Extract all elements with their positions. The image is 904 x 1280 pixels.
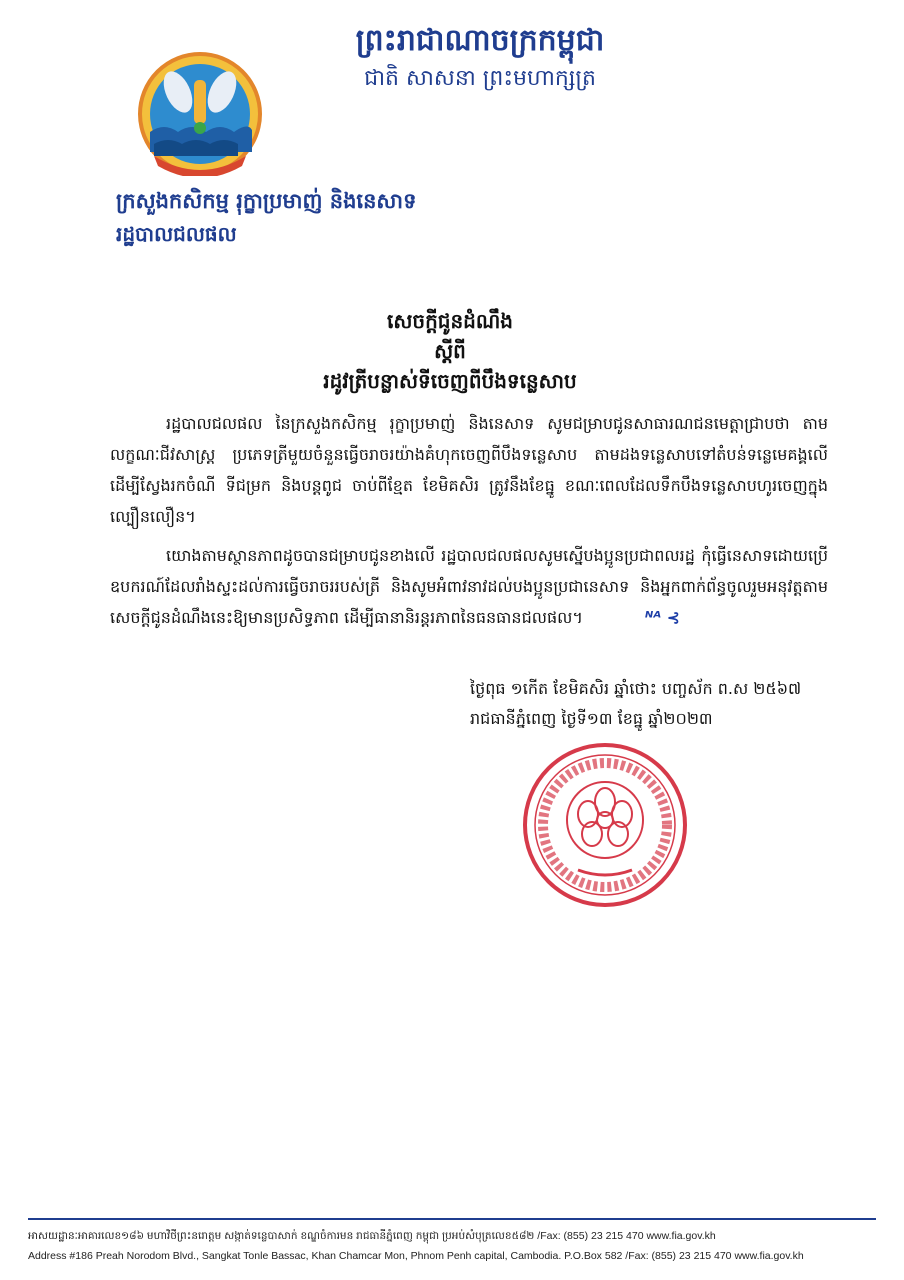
body-paragraph-1: រដ្ឋបាលជលផល នៃក្រសួងកសិកម្ម រុក្ខាប្រមាញ់ និងនេសាទ សូមជម្រាបជូនសាធារណជនមេត្តាជ្រាបថា តាមលក្ខណៈជីវសាស្ត្រ ប្រភេទត្រីមួយចំនួនធ្វើចរាចរយ៉ាងគំហុកចេញពីបឹងទន្លេសាប តាមដងទន្លេសាបទៅតំបន់ទន្លេមេគង្គលើ ដើម្បីស្វែងរកចំណី ទីជម្រក និងបន្តពូជ ចាប់ពីខែ្មត ខែមិគសិរ ត្រូវនឹងខែធ្នូ ខណៈពេលដែលទឹកបឹងទន្លេសាបហូរចេញក្នុងល្បឿនលឿន។ xyxy=(110,414,828,526)
official-stamp-icon xyxy=(516,740,694,910)
lunar-date: ថ្ងៃពុធ ១កើត ខែមិគសិរ ឆ្នាំថោះ បញ្ចស័ក ព.ស ២៥៦៧ xyxy=(470,679,802,698)
body-paragraph-2 xyxy=(110,540,828,633)
body-paragraph-2-text: យោងតាមស្ថានភាពដូចបានជម្រាបជូនខាងលើ រដ្ឋបាលជលផលសូមស្នើបងប្អូនប្រជាពលរដ្ឋ កុំធ្វើនេសាទដោយប្រើឧបករណ៍ដែលរាំងស្ទះដល់ការធ្វើចរាចររបស់ត្រី និងសូមអំពាវនាវដល់បងប្អូនប្រជានេសាទ និងអ្នកពាក់ព័ន្ធចូលរួមអនុវត្តតាមសេចក្តីជូនដំណឹងនេះឱ្យមានប្រសិទ្ធភាព ដើម្បីធានានិរន្តរភាពនៃធនធានជលផល។ xyxy=(110,546,828,627)
date-block xyxy=(470,674,850,734)
footer-address-khmer: អាសយដ្ឋានៈអាគារលេខ១៨៦ មហាវិថីព្រះនរោត្តម សង្កាត់ទន្លេបាសាក់ ខណ្ឌចំការមន រាជធានីភ្នំពេញ កម្ពុជា ប្រអប់សំបុត្រលេខ៥៨២ /Fax: (855) 23 215 470 www.fia.gov.kh xyxy=(28,1230,716,1242)
notice-title-line1: សេចក្តីជូនដំណឹង xyxy=(387,309,513,333)
ministry-name: ក្រសួងកសិកម្ម រុក្ខាប្រមាញ់ និងនេសាទ xyxy=(116,189,417,213)
notice-title xyxy=(230,306,670,396)
initials-mark: ᴺᴬ ⊰ xyxy=(644,608,681,627)
solar-date: រាជធានីភ្នំពេញ ថ្ងៃទី១៣ ខែធ្នូ ឆ្នាំ២០២៣ xyxy=(470,709,713,728)
ministry-logo-icon xyxy=(134,52,266,176)
footer xyxy=(28,1226,876,1266)
footer-address-english: Address #186 Preah Norodom Blvd., Sangkat Tonle Bassac, Khan Chamcar Mon, Phnom Penh capital, Cambodia. P.O.Box 582 /Fax: (855) 23 215 470 www.fia.gov.kh xyxy=(28,1250,804,1262)
kingdom-header xyxy=(330,22,630,94)
ministry-block xyxy=(116,186,476,248)
notice-body xyxy=(110,408,828,641)
kingdom-motto: ជាតិ សាសនា ព្រះមហាក្សត្រ xyxy=(364,66,596,91)
department-name: រដ្ឋបាលជលផល xyxy=(116,222,237,246)
footer-divider xyxy=(28,1218,876,1220)
notice-title-line3: រដូវត្រីបន្លាស់ទីចេញពីបឹងទន្លេសាប xyxy=(323,369,577,393)
kingdom-title: ព្រះរាជាណាចក្រកម្ពុជា xyxy=(355,23,605,58)
notice-title-line2: ស្តីពី xyxy=(434,339,466,363)
